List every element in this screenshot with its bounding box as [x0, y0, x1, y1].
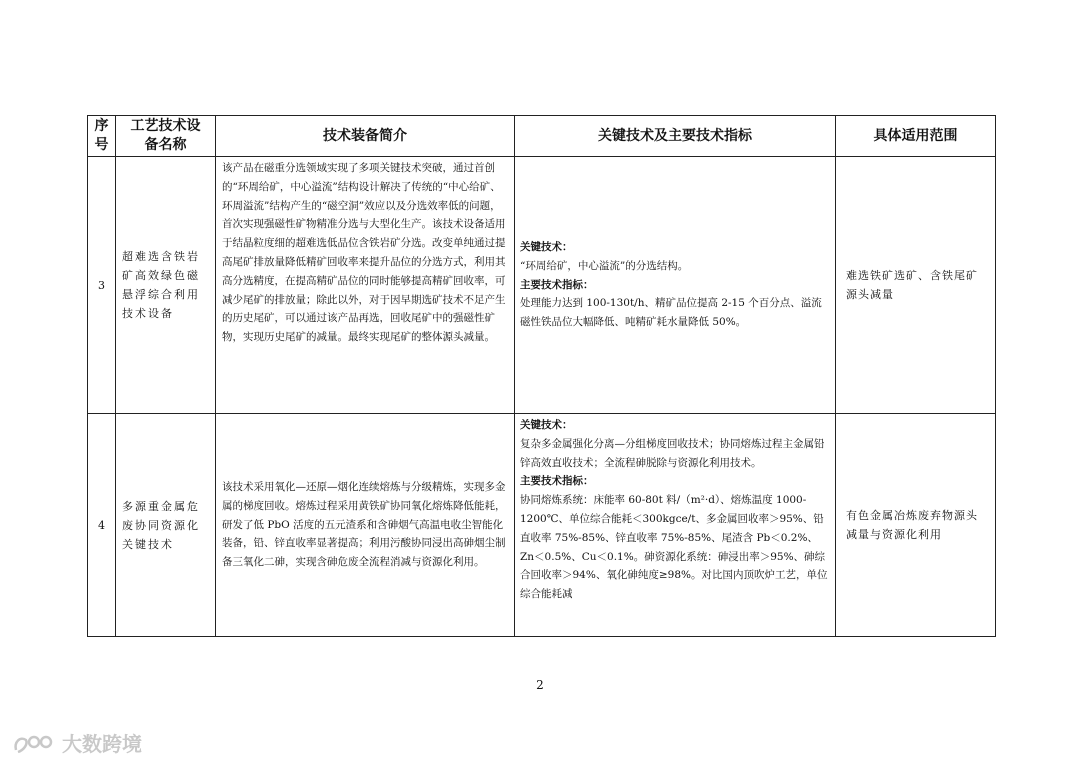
row-description	[216, 414, 515, 637]
watermark-logo-icon	[12, 730, 58, 756]
row-description	[216, 157, 515, 414]
tech-equipment-table	[87, 115, 996, 637]
key-index-title: 主要技术指标：	[520, 278, 594, 291]
key-index-text: 处理能力达到 100-130t/h、精矿品位提高 2-15 个百分点、溢流磁性铁品位大幅降低、吨精矿耗水量降低 50%。	[520, 297, 822, 329]
header-key: 关键技术及主要技术指标	[515, 116, 836, 157]
table-header-row	[88, 116, 996, 157]
key-tech-title: 关键技术：	[520, 419, 573, 431]
row-number: 3	[88, 157, 116, 414]
key-tech-text: “环周给矿，中心溢流”的分选结构。	[520, 259, 689, 272]
row-scope: 难选铁矿选矿、含铁尾矿源头减量	[836, 157, 996, 414]
key-index-title: 主要技术指标：	[520, 475, 594, 488]
row-scope: 有色金属冶炼废弃物源头减量与资源化利用	[836, 414, 996, 637]
key-tech-text: 复杂多金属强化分离—分组梯度回收技术；协同熔炼过程主金属铅锌高效直收技术；全流程砷脱除与资源化利用技术。	[520, 437, 825, 469]
row-description-text: 该技术采用氧化—还原—烟化连续熔炼与分级精炼，实现多金属的梯度回收。熔炼过程采用黄铁矿协同氧化熔炼降低能耗，研发了低 PbO 活度的五元渣系和含砷烟气高温电收尘智能化装备，铅、锌直收率显著提高；利用污酸协同浸出高砷烟尘制备三氧化二砷，实现含砷危废全流程消减与资源化利用。	[222, 481, 506, 569]
row-description-text: 该产品在磁重分选领域实现了多项关键技术突破，通过首创的“环周给矿，中心溢流”结构设计解决了传统的“中心给矿、环周溢流”结构产生的“磁空洞”效应以及分选效率低的问题，首次实现强磁性矿物精准分选与大型化生产。该技术设备适用于结晶粒度细的超难选低品位含铁岩矿分选。改变单纯通过提高尾矿排放量降低精矿回收率来提升品位的分选方式，利用其高分选精度，在提高精矿品位的同时能够提高精矿回收率，可减少尾矿的排放量；除此以外，对于因早期选矿技术不足产生的历史尾矿，可以通过该产品再选，回收尾矿中的强磁性矿物，实现历史尾矿的减量。最终实现尾矿的整体源头减量。	[222, 162, 506, 344]
header-name: 工艺技术设 备名称	[116, 116, 216, 157]
table-row	[88, 414, 996, 637]
header-no: 序 号	[88, 116, 116, 157]
header-scope: 具体适用范围	[836, 116, 996, 157]
row-name: 多源重金属危废协同资源化关键技术	[116, 414, 216, 637]
table-row	[88, 157, 996, 414]
row-key-tech	[515, 414, 836, 637]
key-index-text: 协同熔炼系统：床能率 60-80t 料/（m²·d）、熔炼温度 1000-1200℃、单位综合能耗＜300kgce/t、多金属回收率＞95%、铅直收率 75%-85%、锌直收率 75%-85%、尾渣含 Pb＜0.2%、Zn＜0.5%、Cu＜0.1%。砷资源化系统：砷浸出率＞95%、砷综合回收率＞94%、氧化砷纯度≥98%。对比国内顶吹炉工艺，单位综合能耗减	[520, 494, 828, 601]
watermark-text: 大数跨境	[62, 732, 142, 756]
header-desc: 技术装备简介	[216, 116, 515, 157]
key-tech-title: 关键技术：	[520, 241, 573, 253]
watermark	[12, 728, 142, 757]
row-key-tech	[515, 157, 836, 414]
row-name: 超难选含铁岩矿高效绿色磁悬浮综合利用技术设备	[116, 157, 216, 414]
row-number: 4	[88, 414, 116, 637]
page-number: 2	[536, 678, 544, 692]
